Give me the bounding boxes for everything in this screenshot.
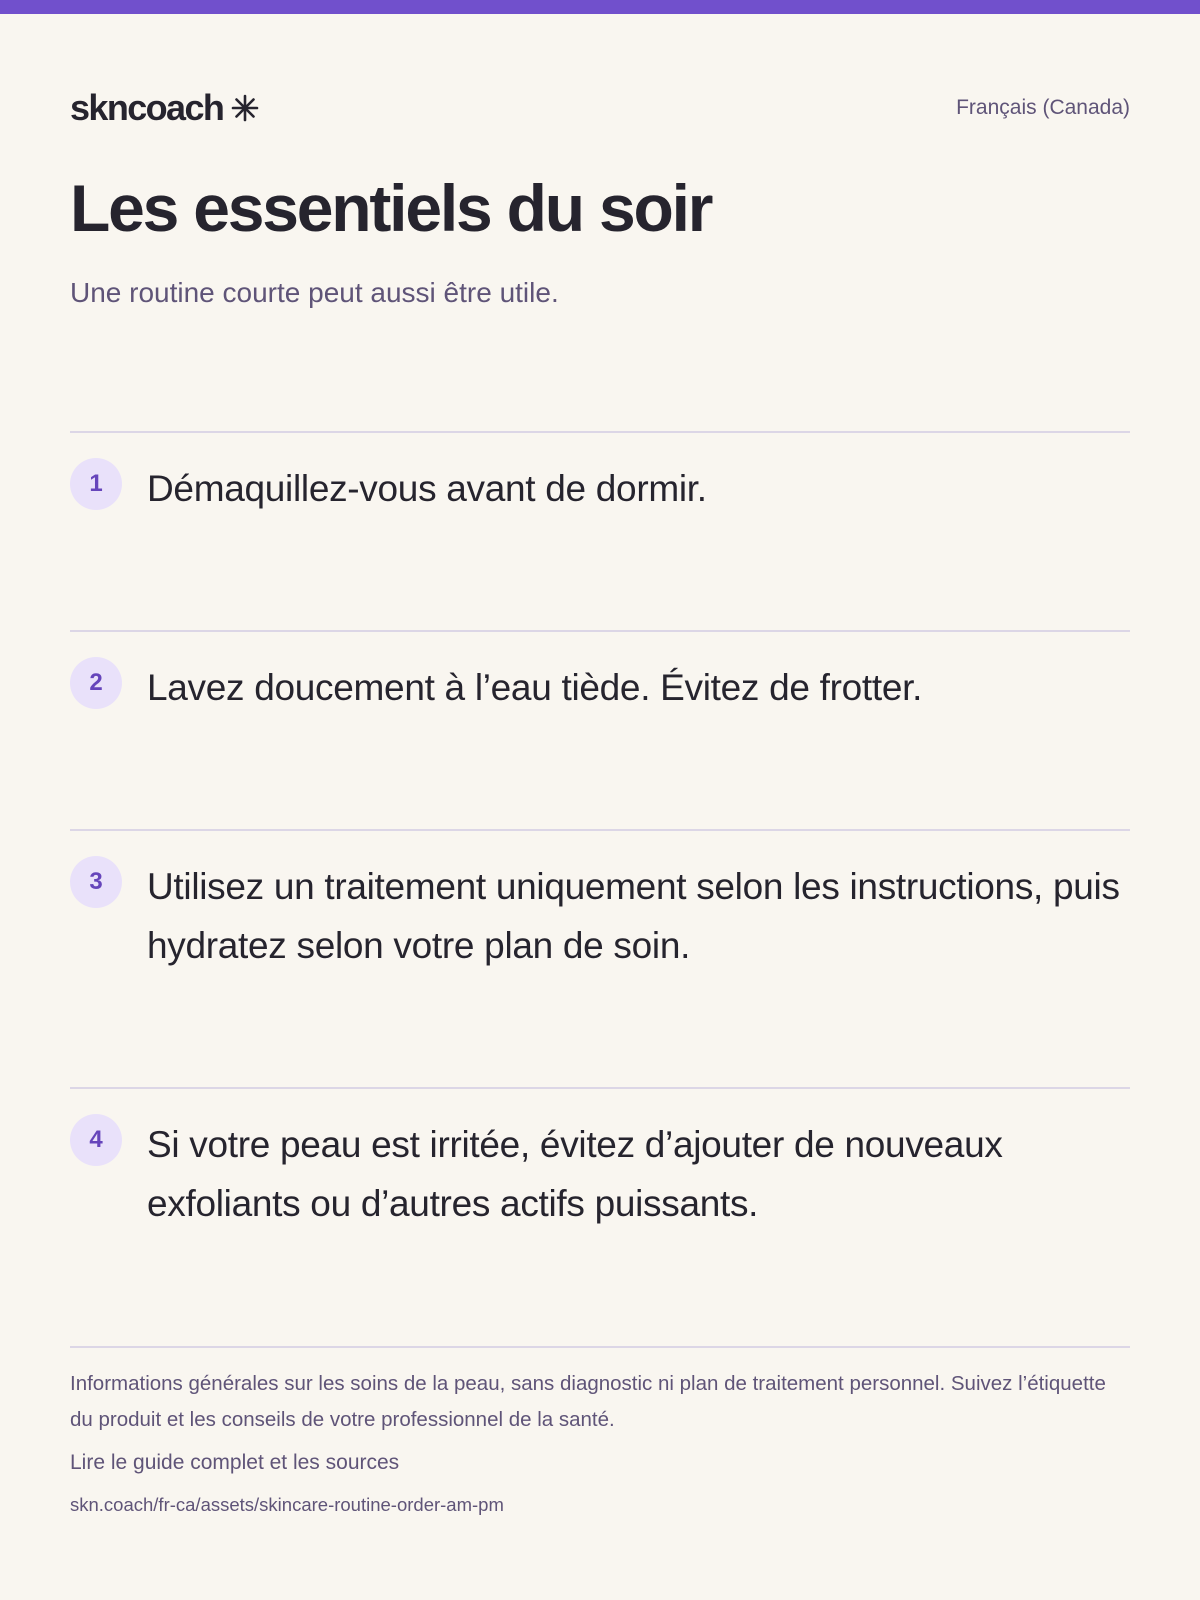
steps-list [70, 431, 1130, 1346]
step-item [70, 1087, 1130, 1346]
footer [70, 1346, 1130, 1518]
asterisk-icon [231, 94, 259, 122]
step-number-badge: 1 [70, 458, 122, 510]
step-text: Si votre peau est irritée, évitez d’ajouter de nouveaux exfoliants ou d’autres actifs puissants. [147, 1124, 1003, 1224]
disclaimer-text: Informations générales sur les soins de la peau, sans diagnostic ni plan de traitement personnel. Suivez l’étiquette du produit et les conseils de votre professionnel de la santé. [70, 1372, 1106, 1431]
source-url: skn.coach/fr-ca/assets/skincare-routine-order-am-pm [70, 1494, 504, 1515]
page-subtitle: Une routine courte peut aussi être utile. [70, 277, 559, 308]
step-text: Démaquillez-vous avant de dormir. [147, 468, 707, 509]
step-text: Lavez doucement à l’eau tiède. Évitez de frotter. [147, 667, 923, 708]
step-item [70, 630, 1130, 829]
page-title: Les essentiels du soir [70, 171, 712, 245]
step-item [70, 829, 1130, 1087]
brand-name: skncoach [70, 87, 224, 128]
page [70, 0, 1130, 1600]
step-number-badge: 2 [70, 657, 122, 709]
step-number-badge: 4 [70, 1114, 122, 1166]
step-item [70, 431, 1130, 630]
brand-logo[interactable] [70, 86, 259, 130]
step-text: Utilisez un traitement uniquement selon les instructions, puis hydratez selon votre plan de soin. [147, 866, 1120, 966]
full-guide-link[interactable]: Lire le guide complet et les sources [70, 1451, 400, 1474]
step-number-badge: 3 [70, 856, 122, 908]
locale-label: Français (Canada) [956, 96, 1130, 119]
header [70, 86, 1130, 130]
